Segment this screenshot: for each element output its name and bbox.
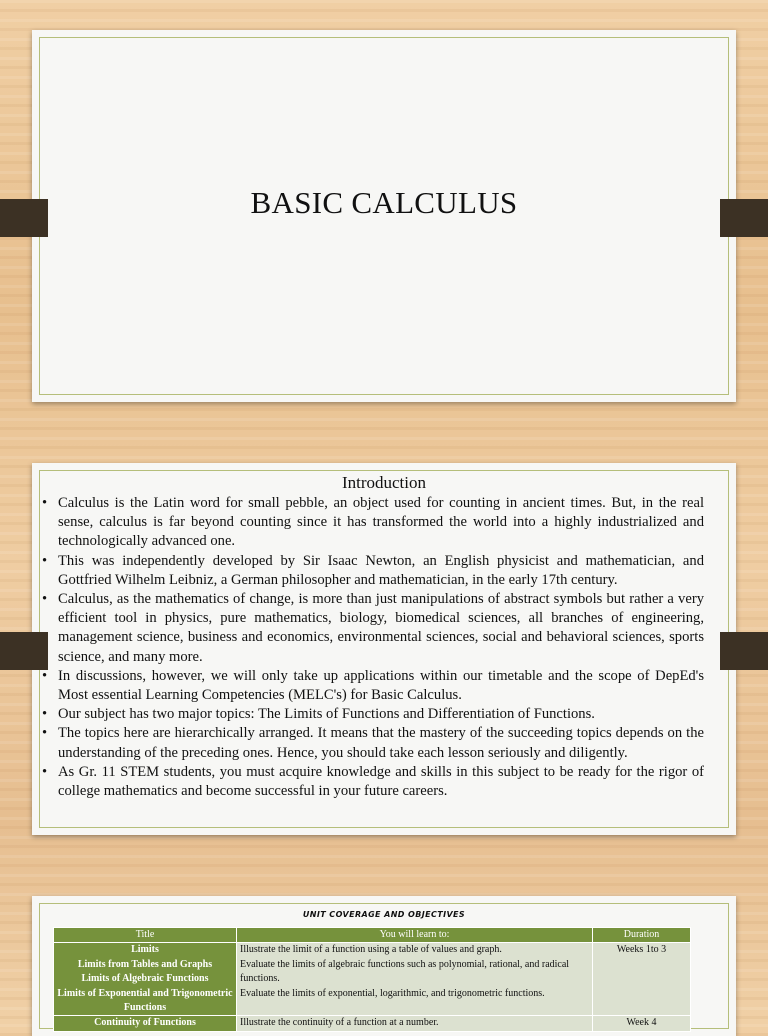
introduction-list (42, 494, 704, 801)
list-item: • Calculus, as the mathematics of change, is more than just manipulations of abstract symbols but rather a very efficient tool in physics, pure mathematics, biology, biomedical sciences, all branches of engineering, management science, business and economics, environmental sciences, social and behavioral sciences, sports science, and many more. (42, 590, 704, 667)
topic-title: Limits from Tables and Graphs (77, 958, 213, 970)
column-header-objectives: You will learn to: (237, 928, 593, 943)
list-item: • As Gr. 11 STEM students, you must acquire knowledge and skills in this subject to be ready for the rigor of college mathematics and become successful in your future careers. (42, 763, 704, 801)
duration-cell: Week 4 (593, 1016, 691, 1031)
slide-title: BASIC CALCULUS (250, 185, 518, 220)
topic-title: Continuity of Functions (94, 1017, 196, 1029)
objectives-cell (237, 943, 593, 1016)
left-tab (0, 199, 48, 237)
title-cell (54, 943, 237, 1016)
topic-title: Limits of Algebraic Functions (81, 973, 209, 985)
table-header-row (54, 928, 691, 943)
list-item: • Our subject has two major topics: The Limits of Functions and Differentiation of Functions. (42, 705, 704, 724)
list-item: • This was independently developed by Sir Isaac Newton, an English physicist and mathematician, and Gottfried Wilhelm Leibniz, a German philosopher and mathematician, in the early 17th century. (42, 552, 704, 590)
introduction-slide (32, 463, 736, 835)
topic-title: Limits of Exponential and Trigonometric Functions (57, 987, 233, 1014)
right-tab (720, 632, 768, 670)
list-item: • In discussions, however, we will only take up applications within our timetable and the scope of DepEd's Most essential Learning Competencies (MELC's) for Basic Calculus. (42, 667, 704, 705)
objective-text: Illustrate the continuity of a function at a number. (240, 1017, 439, 1029)
objective-text: Evaluate the limits of algebraic functions such as polynomial, rational, and radical functions. (240, 958, 570, 985)
right-tab (720, 199, 768, 237)
objective-text: Evaluate the limits of exponential, logarithmic, and trigonometric functions. (240, 987, 545, 999)
introduction-heading: Introduction (341, 473, 427, 492)
column-header-title: Title (54, 928, 237, 943)
list-item: • Calculus is the Latin word for small pebble, an object used for counting in ancient times. But, in the real sense, calculus is far beyond counting since it has transformed the world into a highly industrialized and technologically advanced one. (42, 494, 704, 552)
left-tab (0, 632, 48, 670)
column-header-duration: Duration (593, 928, 691, 943)
title-slide (32, 30, 736, 402)
unit-coverage-heading: UNIT COVERAGE AND OBJECTIVES (302, 910, 466, 919)
topic-title: Limits (131, 944, 159, 956)
list-item: • The topics here are hierarchically arranged. It means that the mastery of the succeeding topics depends on the understanding of the preceding ones. Hence, you should take each lesson seriously and diligently. (42, 724, 704, 762)
duration-cell: Weeks 1to 3 (593, 943, 691, 1016)
unit-coverage-slide (32, 896, 736, 1036)
table-row (54, 943, 691, 1016)
objective-text: Illustrate the limit of a function using a table of values and graph. (240, 944, 502, 956)
unit-coverage-table (53, 927, 691, 1032)
